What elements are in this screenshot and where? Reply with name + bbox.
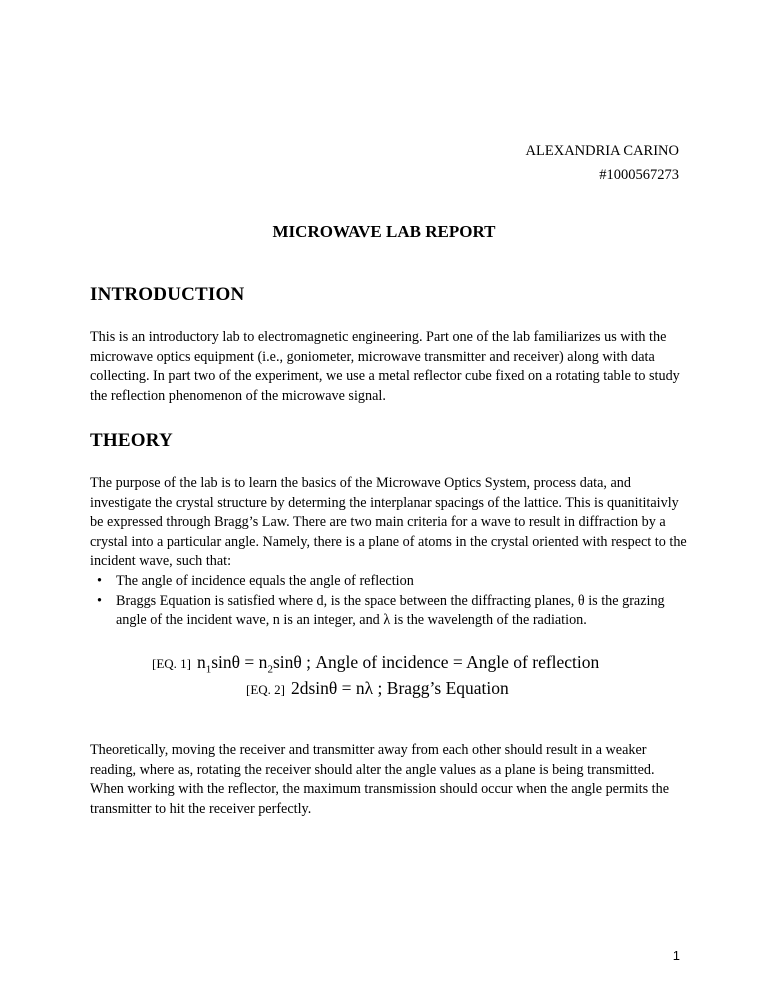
- theory-conclusion-paragraph: Theoretically, moving the receiver and transmitter away from each other should result in a weaker reading, where as, rotating the receiver should alter the angle values as a plane is being transmitted. When working with the reflector, the maximum transmission should occur when the angle permits the transmitter to hit the receiver perfectly.: [90, 742, 670, 817]
- introduction-heading: INTRODUCTION: [90, 284, 245, 305]
- introduction-paragraph: This is an introductory lab to electromagnetic engineering. Part one of the lab familiarizes us with the microwave optics equipment (i.e., goniometer, microwave transmitter and receiver) along with data collecting. In part two of the experiment, we use a metal reflector cube fixed on a rotating table to study the reflection phenomenon of the microwave signal.: [90, 329, 680, 404]
- theory-paragraph: The purpose of the lab is to learn the basics of the Microwave Optics System, process data, and investigate the crystal structure by determing the interplanar spacings of the lattice. This is quanititaivly be expressed through Bragg’s Law. There are two main criteria for a wave to result in diffraction by a crystal into a particular angle. Namely, there is a plane of atoms in the crystal oriented with respect to the incident wave, such that:: [90, 475, 687, 569]
- student-id: #1000567273: [599, 167, 679, 183]
- equation-1: [EQ. 1] $n_1\sin\theta = n_2\sin\theta$ ; Angle of incidence = Angle of reflection: [152, 652, 600, 676]
- report-title: MICROWAVE LAB REPORT: [272, 222, 496, 241]
- author-name: ALEXANDRIA CARINO: [525, 143, 679, 159]
- theory-heading: THEORY: [90, 430, 173, 451]
- author-block: [526, 139, 679, 187]
- page-number: 1: [672, 948, 680, 963]
- list-item: • The angle of incidence equals the angle of reflection: [90, 572, 690, 592]
- criteria-list: [90, 572, 690, 631]
- equation-tag: [EQ. 2]: [246, 682, 285, 697]
- equation-tag: [EQ. 1]: [152, 656, 191, 671]
- list-item: • Braggs Equation is satisfied where d, is the space between the diffracting planes, θ is the grazing angle of the incident wave, n is an integer, and λ is the wavelength of the radiation.: [90, 592, 690, 631]
- equation-2: [EQ. 2] 2dsinθ = nλ ; Bragg’s Equation: [246, 678, 509, 698]
